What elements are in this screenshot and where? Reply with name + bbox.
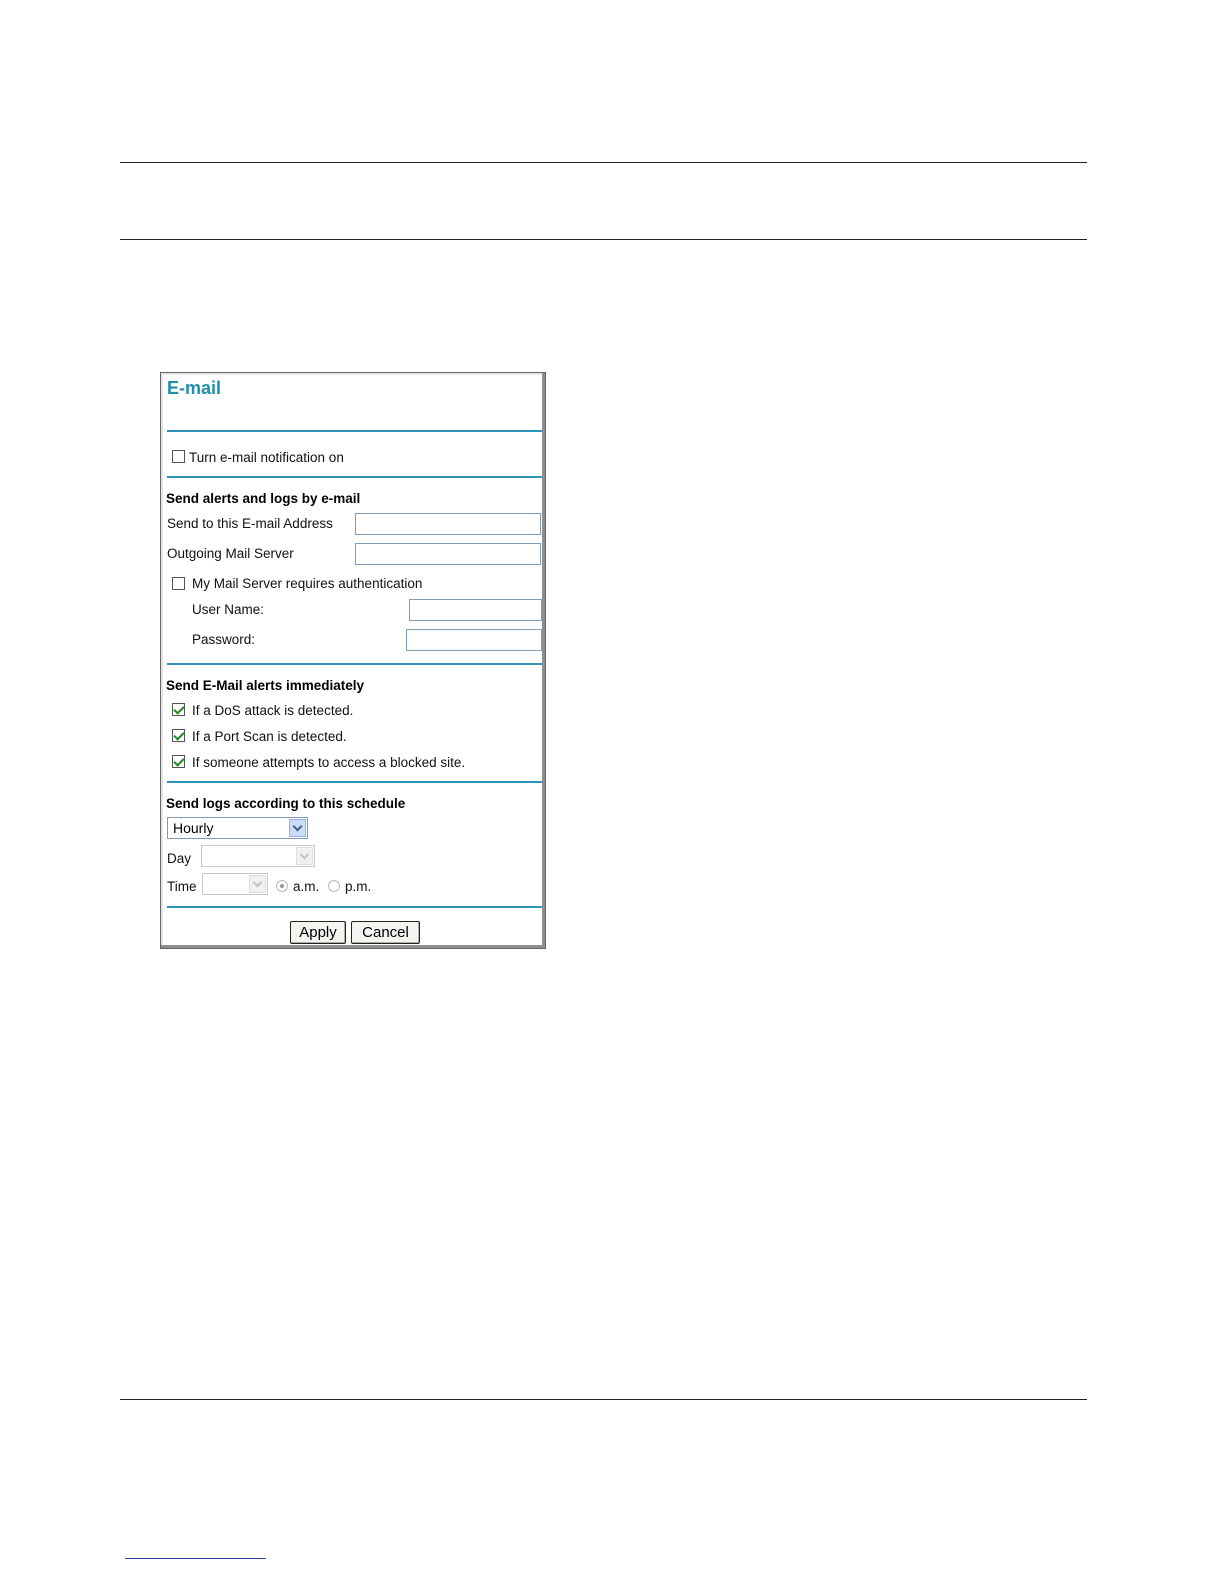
dos-alert-label: If a DoS attack is detected.	[192, 703, 354, 718]
pm-radio[interactable]	[328, 880, 340, 892]
blocked-site-alert-label: If someone attempts to access a blocked site.	[192, 755, 466, 770]
separator	[167, 663, 542, 665]
time-label: Time	[167, 879, 197, 894]
panel-title: E-mail	[167, 378, 222, 398]
am-label: a.m.	[293, 879, 320, 894]
header-rule-bottom	[120, 239, 1087, 240]
time-select[interactable]	[202, 873, 268, 895]
send-section-heading: Send alerts and logs by e-mail	[166, 491, 361, 506]
password-label: Password:	[192, 632, 256, 647]
footer-link-underline	[125, 1558, 266, 1559]
blocked-site-alert-checkbox[interactable]	[172, 755, 185, 768]
chevron-down-icon	[296, 847, 313, 865]
portscan-alert-checkbox[interactable]	[172, 729, 185, 742]
day-label: Day	[167, 851, 192, 866]
portscan-alert-label: If a Port Scan is detected.	[192, 729, 347, 744]
separator	[167, 906, 542, 908]
dos-alert-checkbox[interactable]	[172, 703, 185, 716]
apply-button[interactable]: Apply	[290, 921, 346, 944]
email-address-input[interactable]	[355, 513, 541, 535]
mail-server-input[interactable]	[355, 543, 541, 565]
separator	[167, 430, 542, 432]
username-label: User Name:	[192, 602, 265, 617]
pm-label: p.m.	[345, 879, 372, 894]
password-input[interactable]	[406, 629, 542, 651]
frequency-selected-value: Hourly	[173, 820, 214, 836]
footer-rule	[120, 1399, 1087, 1400]
schedule-section-heading: Send logs according to this schedule	[166, 796, 406, 811]
server-label: Outgoing Mail Server	[167, 546, 294, 561]
auth-checkbox[interactable]	[172, 577, 185, 590]
notify-checkbox[interactable]	[172, 450, 185, 463]
frequency-select[interactable]	[167, 817, 308, 839]
chevron-down-icon	[249, 875, 266, 893]
notify-label: Turn e-mail notification on	[189, 450, 344, 465]
address-label: Send to this E-mail Address	[167, 516, 333, 531]
separator	[167, 476, 542, 478]
email-settings-panel	[160, 372, 546, 949]
am-radio[interactable]	[276, 880, 288, 892]
day-select[interactable]	[201, 845, 315, 867]
cancel-button[interactable]: Cancel	[351, 921, 420, 944]
auth-label: My Mail Server requires authentication	[192, 576, 423, 591]
username-input[interactable]	[409, 599, 542, 621]
chevron-down-icon	[289, 819, 306, 837]
header-rule-top	[120, 162, 1087, 163]
separator	[167, 781, 542, 783]
alerts-section-heading: Send E-Mail alerts immediately	[166, 678, 365, 693]
